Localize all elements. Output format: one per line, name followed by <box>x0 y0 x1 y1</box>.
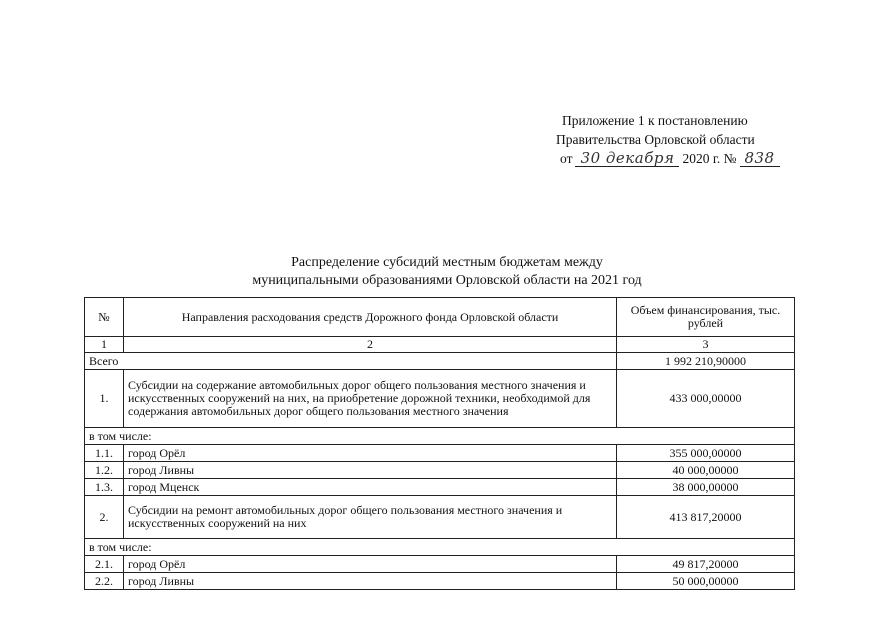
row-text: Субсидии на содержание автомобильных дорог общего пользования местного значения и искусственных сооружений на них, на приобретение дорожной техники, необходимой для содержания автомобильных дорог общего пользования местного значения <box>124 370 617 428</box>
row-amount: 49 817,20000 <box>617 556 795 573</box>
appendix-year-text: 2020 г. № <box>682 151 737 166</box>
row-amount: 355 000,00000 <box>617 445 795 462</box>
row-amount: 413 817,20000 <box>617 496 795 539</box>
row-amount: 38 000,00000 <box>617 479 795 496</box>
row-text: город Орёл <box>124 445 617 462</box>
row-text: город Ливны <box>124 462 617 479</box>
column-number: 1 <box>85 337 124 353</box>
handwritten-number: 838 <box>740 151 780 167</box>
column-number-row <box>85 337 795 353</box>
row-number: 1.2. <box>85 462 124 479</box>
table-row <box>85 573 795 590</box>
column-number: 2 <box>124 337 617 353</box>
row-number: 1.3. <box>85 479 124 496</box>
document-title <box>0 254 894 290</box>
header-amount: Объем финансирования, тыс. рублей <box>617 298 795 337</box>
header-direction: Направления расходования средств Дорожного фонда Орловской области <box>124 298 617 337</box>
appendix-date-line <box>556 149 780 168</box>
appendix-line-2: Правительства Орловской области <box>556 132 755 147</box>
row-text: Субсидии на ремонт автомобильных дорог общего пользования местного значения и искусственных сооружений на них <box>124 496 617 539</box>
row-text: город Ливны <box>124 573 617 590</box>
appendix-from-prefix: от <box>560 151 573 166</box>
table-row <box>85 445 795 462</box>
table-row <box>85 496 795 539</box>
row-amount: 433 000,00000 <box>617 370 795 428</box>
table-row <box>85 556 795 573</box>
total-amount: 1 992 210,90000 <box>617 353 795 370</box>
row-text: город Мценск <box>124 479 617 496</box>
subtotal-label-row <box>85 428 795 445</box>
appendix-header <box>556 111 780 168</box>
subtotal-label-row <box>85 539 795 556</box>
row-number: 2. <box>85 496 124 539</box>
row-number: 2.2. <box>85 573 124 590</box>
table-row <box>85 370 795 428</box>
appendix-line-1: Приложение 1 к постановлению <box>562 113 748 128</box>
row-number: 1.1. <box>85 445 124 462</box>
column-number: 3 <box>617 337 795 353</box>
table-header-row <box>85 298 795 337</box>
row-text: город Орёл <box>124 556 617 573</box>
handwritten-date: 30 декабря <box>575 151 679 167</box>
header-no: № <box>85 298 124 337</box>
row-amount: 40 000,00000 <box>617 462 795 479</box>
table-row <box>85 462 795 479</box>
total-row <box>85 353 795 370</box>
title-line-1: Распределение субсидий местным бюджетам между <box>291 255 603 270</box>
row-number: 1. <box>85 370 124 428</box>
total-label: Всего <box>85 353 617 370</box>
title-line-2: муниципальными образованиями Орловской области на 2021 год <box>252 273 642 288</box>
row-number: 2.1. <box>85 556 124 573</box>
row-amount: 50 000,00000 <box>617 573 795 590</box>
subsidy-table <box>84 297 795 590</box>
including-label: в том числе: <box>85 539 795 556</box>
table-row <box>85 479 795 496</box>
including-label: в том числе: <box>85 428 795 445</box>
